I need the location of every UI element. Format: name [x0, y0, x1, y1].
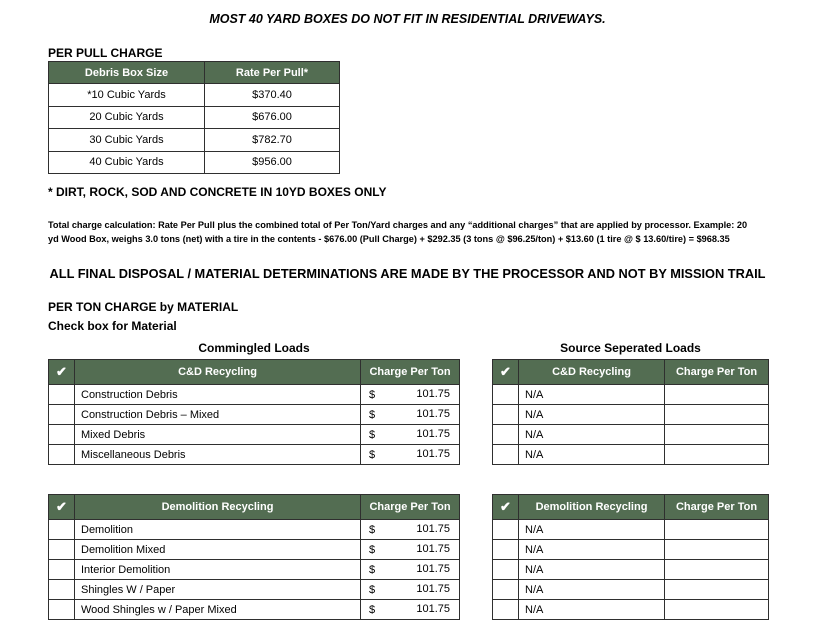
- material-label: Mixed Debris: [75, 425, 361, 445]
- material-checkbox[interactable]: [493, 580, 519, 600]
- check-icon: ✔: [493, 495, 519, 520]
- material-checkbox[interactable]: [493, 560, 519, 580]
- table-row: [49, 84, 340, 107]
- charge-per-ton-header: Charge Per Ton: [361, 495, 460, 520]
- source-cd-table: [492, 359, 769, 465]
- charge-cell: [665, 560, 769, 580]
- charge-amount: 101.75: [416, 523, 450, 535]
- charge-amount: 101.75: [416, 408, 450, 420]
- dollar-sign: $: [369, 563, 376, 576]
- material-label: N/A: [519, 600, 665, 620]
- table-row: [49, 600, 460, 620]
- rate-cell: $956.00: [205, 151, 340, 174]
- material-checkbox[interactable]: [49, 405, 75, 425]
- per-pull-table: [48, 61, 340, 174]
- dollar-sign: $: [369, 428, 376, 441]
- table-row: [49, 540, 460, 560]
- charge-cell: [361, 425, 460, 445]
- material-checkbox[interactable]: [493, 520, 519, 540]
- table-row: [49, 106, 340, 129]
- charge-amount: 101.75: [416, 543, 450, 555]
- table-row: [493, 600, 769, 620]
- charge-amount: 101.75: [416, 388, 450, 400]
- table-row: [49, 405, 460, 425]
- check-icon: ✔: [49, 360, 75, 385]
- commingled-title: Commingled Loads: [198, 341, 310, 355]
- charge-cell: [665, 445, 769, 465]
- charge-cell: [665, 540, 769, 560]
- driveway-notice: MOST 40 YARD BOXES DO NOT FIT IN RESIDENTIAL DRIVEWAYS.: [209, 12, 606, 26]
- material-label: N/A: [519, 425, 665, 445]
- material-checkbox[interactable]: [493, 600, 519, 620]
- material-checkbox[interactable]: [49, 560, 75, 580]
- check-icon: ✔: [49, 495, 75, 520]
- charge-amount: 101.75: [416, 428, 450, 440]
- table-row: [493, 385, 769, 405]
- material-checkbox[interactable]: [49, 580, 75, 600]
- rate-cell: $782.70: [205, 129, 340, 152]
- material-label: Demolition: [75, 520, 361, 540]
- charge-amount: 101.75: [416, 603, 450, 615]
- material-label: Miscellaneous Debris: [75, 445, 361, 465]
- table-row: [493, 580, 769, 600]
- charge-cell: [361, 560, 460, 580]
- table-row: [493, 445, 769, 465]
- material-checkbox[interactable]: [49, 520, 75, 540]
- charge-cell: [665, 405, 769, 425]
- charge-cell: [665, 520, 769, 540]
- disposal-banner: ALL FINAL DISPOSAL / MATERIAL DETERMINATIONS ARE MADE BY THE PROCESSOR AND NOT BY MISSION TRAIL: [49, 266, 766, 281]
- material-label: Demolition Mixed: [75, 540, 361, 560]
- material-checkbox[interactable]: [493, 425, 519, 445]
- charge-cell: [665, 385, 769, 405]
- charge-amount: 101.75: [416, 583, 450, 595]
- rate-cell: $676.00: [205, 106, 340, 129]
- material-checkbox[interactable]: [493, 540, 519, 560]
- material-checkbox[interactable]: [49, 540, 75, 560]
- source-title: Source Seperated Loads: [560, 341, 701, 355]
- material-label: N/A: [519, 385, 665, 405]
- material-label: N/A: [519, 540, 665, 560]
- material-label: Construction Debris: [75, 385, 361, 405]
- material-checkbox[interactable]: [49, 600, 75, 620]
- demolition-recycling-header: Demolition Recycling: [75, 495, 361, 520]
- material-label: Shingles W / Paper: [75, 580, 361, 600]
- total-calc-line-1: Total charge calculation: Rate Per Pull plus the combined total of Per Ton/Yard charges and any “additional charges” that are applied by processor. Example: 20: [48, 220, 748, 230]
- material-checkbox[interactable]: [493, 445, 519, 465]
- table-row: [49, 425, 460, 445]
- rate-cell: $370.40: [205, 84, 340, 107]
- cd-recycling-header: C&D Recycling: [75, 360, 361, 385]
- check-icon: ✔: [493, 360, 519, 385]
- charge-cell: [361, 540, 460, 560]
- charge-amount: 101.75: [416, 563, 450, 575]
- material-checkbox[interactable]: [493, 405, 519, 425]
- table-row: [49, 445, 460, 465]
- table-row: [49, 520, 460, 540]
- charge-cell: [361, 580, 460, 600]
- material-label: N/A: [519, 445, 665, 465]
- material-label: N/A: [519, 405, 665, 425]
- charge-cell: [361, 405, 460, 425]
- material-checkbox[interactable]: [493, 385, 519, 405]
- charge-cell: [361, 520, 460, 540]
- charge-per-ton-header: Charge Per Ton: [361, 360, 460, 385]
- dollar-sign: $: [369, 543, 376, 556]
- dollar-sign: $: [369, 408, 376, 421]
- box-size-cell: 20 Cubic Yards: [49, 106, 205, 129]
- dollar-sign: $: [369, 583, 376, 596]
- box-size-cell: *10 Cubic Yards: [49, 84, 205, 107]
- table-row: [49, 385, 460, 405]
- commingled-cd-table: [48, 359, 460, 465]
- material-label: Interior Demolition: [75, 560, 361, 580]
- total-calc-paragraph: [48, 218, 768, 246]
- charge-per-ton-header: Charge Per Ton: [665, 360, 769, 385]
- dollar-sign: $: [369, 523, 376, 536]
- charge-amount: 101.75: [416, 448, 450, 460]
- total-calc-line-2: yd Wood Box, weighs 3.0 tons (net) with a tire in the contents - $676.00 (Pull Charge) + $292.35 (3 tons @ $96.25/ton) + $13.60 (1 tire @ $ 13.60/tire) = $968.35: [48, 234, 730, 244]
- pull-footnote: * DIRT, ROCK, SOD AND CONCRETE IN 10YD BOXES ONLY: [48, 185, 387, 199]
- dollar-sign: $: [369, 448, 376, 461]
- table-row: [49, 129, 340, 152]
- material-label: Wood Shingles w / Paper Mixed: [75, 600, 361, 620]
- dollar-sign: $: [369, 388, 376, 401]
- box-size-cell: 30 Cubic Yards: [49, 129, 205, 152]
- charge-cell: [665, 425, 769, 445]
- box-size-cell: 40 Cubic Yards: [49, 151, 205, 174]
- commingled-demo-table: [48, 494, 460, 620]
- material-label: N/A: [519, 560, 665, 580]
- col-rate-per-pull: Rate Per Pull*: [205, 62, 340, 84]
- dollar-sign: $: [369, 603, 376, 616]
- material-checkbox[interactable]: [49, 385, 75, 405]
- table-row: [493, 560, 769, 580]
- table-row: [493, 405, 769, 425]
- charge-cell: [361, 600, 460, 620]
- table-row: [49, 560, 460, 580]
- table-row: [493, 425, 769, 445]
- source-demo-table: [492, 494, 769, 620]
- col-box-size: Debris Box Size: [49, 62, 205, 84]
- cd-recycling-header: C&D Recycling: [519, 360, 665, 385]
- charge-per-ton-header: Charge Per Ton: [665, 495, 769, 520]
- material-label: N/A: [519, 580, 665, 600]
- charge-cell: [361, 385, 460, 405]
- material-label: N/A: [519, 520, 665, 540]
- material-label: Construction Debris – Mixed: [75, 405, 361, 425]
- material-checkbox[interactable]: [49, 445, 75, 465]
- charge-cell: [665, 580, 769, 600]
- table-row: [493, 540, 769, 560]
- table-row: [493, 520, 769, 540]
- check-box-label: Check box for Material: [48, 319, 177, 333]
- table-row: [49, 580, 460, 600]
- material-checkbox[interactable]: [49, 425, 75, 445]
- per-ton-title: PER TON CHARGE by MATERIAL: [48, 300, 239, 314]
- demolition-recycling-header: Demolition Recycling: [519, 495, 665, 520]
- charge-cell: [361, 445, 460, 465]
- charge-cell: [665, 600, 769, 620]
- per-pull-title: PER PULL CHARGE: [48, 46, 163, 60]
- table-row: [49, 151, 340, 174]
